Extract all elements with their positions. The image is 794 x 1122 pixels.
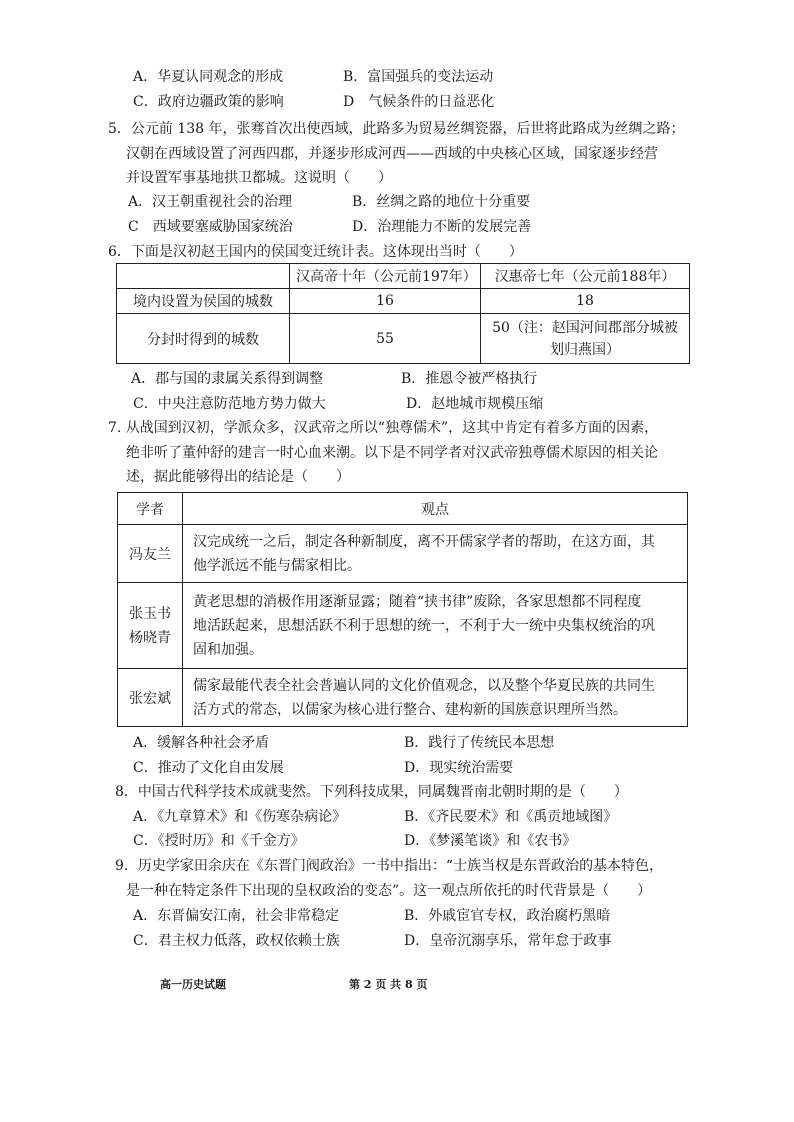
q6-table-col1-header: 汉高帝十年（公元前197年）: [290, 264, 481, 289]
q7-option-a: A．缓解各种社会矛盾: [133, 735, 270, 751]
q9-option-b: B．外戚宦官专权，政治腐朽黑暗: [404, 908, 611, 924]
prev-option-d: D 气候条件的日益恶化: [343, 94, 495, 110]
q6-stem: 6．下面是汉初赵王国内的侯国变迁统计表。这体现出当时（ ）: [108, 244, 523, 260]
q7-view-2: [183, 583, 688, 669]
q5-option-c: C 西域要塞威胁国家统治: [128, 219, 293, 235]
q8-option-b: B．《齐民要术》和《禹贡地域图》: [404, 809, 618, 825]
q7-option-b: B．践行了传统民本思想: [404, 735, 555, 751]
q6-option-d: D．赵地城市规模压缩: [406, 396, 544, 412]
q5-option-a: A．汉王朝重视社会的治理: [128, 194, 293, 210]
q6-row2-value2: [481, 314, 690, 364]
q7-scholar-2-name1: 张玉书: [129, 605, 171, 622]
q7-view-3-line1: 儒家最能代表全社会普遍认同的文化价值观念，以及整个华夏民族的共同生: [193, 677, 655, 694]
q6-option-b: B．推恩令被严格执行: [401, 371, 538, 387]
q7-option-d: D．现实统治需要: [404, 760, 514, 776]
q6-table-col2-header: 汉惠帝七年（公元前188年）: [481, 264, 690, 289]
q7-header-view: 观点: [183, 493, 688, 525]
q9-stem-line2: 是一种在特定条件下出现的皇权政治的变态”。这一观点所依托的时代背景是（ ）: [126, 883, 652, 899]
q7-scholar-2: [118, 583, 183, 669]
q6-option-c: C．中央注意防范地方势力做大: [133, 396, 326, 412]
q6-option-a: A．郡与国的隶属关系得到调整: [131, 371, 324, 387]
q9-option-d: D．皇帝沉溺享乐，常年怠于政事: [404, 933, 612, 949]
q6-row2-value2-line2: 划归燕国）: [550, 341, 620, 358]
q9-option-a: A．东晋偏安江南，社会非常稳定: [133, 908, 340, 924]
q7-scholar-3: 张宏斌: [118, 669, 183, 727]
q6-row1-label: 境内设置为侯国的城数: [117, 289, 290, 314]
prev-option-a: A．华夏认同观念的形成: [133, 69, 284, 85]
q6-table: [116, 263, 690, 364]
q7-stem-line2: 绝非听了董仲舒的建言一时心血来潮。以下是不同学者对汉武帝独尊儒术原因的相关论: [126, 445, 658, 461]
q7-view-2-line2: 地活跃起来，思想活跃不利于思想的统一，不利于大一统中央集权统治的巩: [193, 617, 655, 634]
q7-scholar-1: 冯友兰: [118, 525, 183, 583]
q5-stem-line2: 汉朝在西域设置了河西四郡，并逐步形成河西——西域的中央核心区域，国家逐步经营: [126, 146, 658, 162]
footer-page-number: 第 2 页 共 8 页: [349, 978, 428, 991]
q6-row1-value1: 16: [290, 289, 481, 314]
q5-stem-line3: 并设置军事基地拱卫都城。这说明（ ）: [126, 170, 392, 186]
q6-table-corner: [117, 264, 290, 289]
q7-header-scholar: 学者: [118, 493, 183, 525]
q7-view-2-line3: 固和加强。: [193, 641, 263, 658]
q7-stem-line1: 7. 从战国到汉初，学派众多，汉武帝之所以“独尊儒术”，这其中肯定有着多方面的因素，: [108, 420, 659, 436]
q7-view-1-line2: 他学派远不能与儒家相比。: [193, 557, 361, 574]
q8-option-d: D．《梦溪笔谈》和《农书》: [404, 833, 577, 849]
q5-stem-line1: 5．公元前 138 年，张骞首次出使西域，此路多为贸易丝绸瓷器，后世将此路成为丝绸之路；: [108, 121, 685, 137]
q6-row2-label: 分封时得到的城数: [117, 314, 290, 364]
q7-scholar-2-name2: 杨晓青: [129, 629, 171, 646]
q5-option-d: D．治理能力不断的发展完善: [352, 219, 532, 235]
q6-row2-value2-line1: 50（注：赵国河间郡部分城被: [492, 319, 678, 336]
q7-view-3-line2: 活方式的常态，以儒家为核心进行整合、建构新的国族意识理所当然。: [193, 701, 627, 718]
q8-stem: 8．中国古代科学技术成就斐然。下列科技成果，同属魏晋南北朝时期的是（ ）: [115, 784, 628, 800]
prev-option-c: C．政府边疆政策的影响: [133, 94, 284, 110]
q7-option-c: C．推动了文化自由发展: [133, 760, 284, 776]
q6-row2-value1: 55: [290, 314, 481, 364]
q6-row1-value2: 18: [481, 289, 690, 314]
prev-option-b: B．富国强兵的变法运动: [343, 69, 494, 85]
q7-stem-line3: 述，据此能够得出的结论是（ ）: [126, 469, 350, 485]
q5-option-b: B．丝绸之路的地位十分重要: [352, 194, 531, 210]
q7-table: [117, 492, 688, 727]
footer-subject: 高一历史试题: [160, 978, 226, 991]
q8-option-c: C．《授时历》和《千金方》: [133, 833, 305, 849]
q7-view-3: [183, 669, 688, 727]
q8-option-a: A．《九章算术》和《伤寒杂病论》: [133, 809, 347, 825]
q7-view-1-line1: 汉完成统一之后，制定各种新制度，离不开儒家学者的帮助，在这方面，其: [193, 533, 655, 550]
q7-view-1: [183, 525, 688, 583]
q9-stem-line1: 9．历史学家田余庆在《东晋门阀政治》一书中指出：“士族当权是东晋政治的基本特色，: [115, 858, 664, 874]
q7-view-2-line1: 黄老思想的消极作用逐渐显露；随着“挟书律”废除，各家思想都不同程度: [193, 593, 642, 610]
q9-option-c: C．君主权力低落，政权依赖士族: [133, 933, 340, 949]
